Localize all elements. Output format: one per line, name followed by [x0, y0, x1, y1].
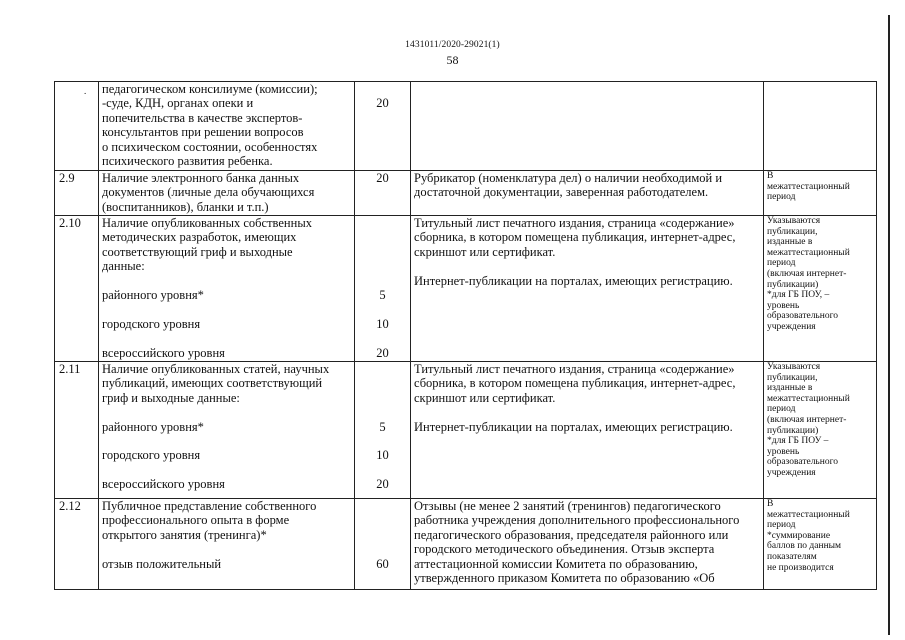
evidence-extra: Интернет-публикации на порталах, имеющих регистрацию.: [414, 273, 733, 288]
indicator-line: данные:: [102, 259, 145, 274]
note-line: изданные в: [767, 237, 813, 248]
points-value: 60: [376, 556, 389, 571]
evidence-cell: [411, 82, 764, 171]
note-line: В: [767, 171, 774, 181]
note-line: уровень: [767, 300, 800, 311]
level-label: городского уровня: [102, 316, 201, 331]
table-row: [55, 216, 877, 362]
note-line: публикации,: [767, 372, 818, 383]
indicator-cell: [99, 171, 355, 216]
note-line: публикации): [767, 279, 819, 290]
note-line: Указываются: [767, 216, 821, 226]
evidence-line: работника учреждения дополнительного профессионального: [414, 513, 740, 528]
criteria-table: [54, 81, 877, 590]
evidence-line: Титульный лист печатного издания, страница «содержание»: [414, 216, 735, 230]
table-row: [55, 82, 877, 171]
points-value: 20: [376, 477, 389, 492]
note-line: публикации,: [767, 226, 818, 237]
level-label: районного уровня*: [102, 288, 204, 303]
level-label: всероссийского уровня: [102, 477, 225, 492]
item-number: [55, 82, 99, 171]
note-line: *для ГБ ПОУ –: [767, 436, 829, 447]
note-cell: [764, 362, 877, 499]
level-label: отзыв положительный: [102, 556, 222, 571]
points-value: 20: [376, 345, 389, 360]
points-value: 20: [376, 96, 389, 111]
indicator-cell: [99, 362, 355, 499]
indicator-line: Наличие опубликованных статей, научных: [102, 362, 330, 376]
scan-edge-rule: [888, 15, 890, 635]
table-row: [55, 362, 877, 499]
evidence-line: скриншот или сертификат.: [414, 244, 556, 259]
table-row: [55, 171, 877, 216]
indicator-line: консультантов при решении вопросов: [102, 125, 304, 140]
evidence-line: сборника, в котором помещена публикация, интернет-адрес,: [414, 376, 736, 391]
item-number: 2.10: [55, 216, 99, 362]
note-line: период: [767, 258, 796, 269]
note-line: период: [767, 192, 796, 203]
note-cell: [764, 171, 877, 216]
note-line: межаттестационный: [767, 393, 850, 404]
points-value: 10: [376, 316, 389, 331]
evidence-line: достаточной документации, заверенная работодателем.: [414, 185, 709, 200]
indicator-line: соответствующий гриф и выходные: [102, 244, 293, 259]
points-value: 5: [379, 287, 386, 302]
stray-mark: .: [84, 86, 87, 96]
note-line: (включая интернет-: [767, 414, 847, 425]
evidence-line: городского методического объединения. Отзыв эксперта: [414, 542, 715, 557]
evidence-cell: [411, 216, 764, 362]
evidence-line: Титульный лист печатного издания, страница «содержание»: [414, 362, 735, 376]
evidence-line: сборника, в котором помещена публикация, интернет-адрес,: [414, 230, 736, 245]
level-label: всероссийского уровня: [102, 345, 225, 360]
note-line: межаттестационный: [767, 181, 850, 192]
indicator-line: -суде, КДН, органах опеки и: [102, 96, 254, 111]
note-line: период: [767, 404, 796, 415]
indicator-cell: [99, 216, 355, 362]
indicator-line: педагогическом консилиуме (комиссии);: [102, 82, 318, 96]
evidence-line: Рубрикатор (номенклатура дел) о наличии необходимой и: [414, 171, 723, 185]
note-line: (включая интернет-: [767, 268, 847, 279]
evidence-extra: Интернет-публикации на порталах, имеющих регистрацию.: [414, 419, 733, 434]
evidence-line: Отзывы (не менее 2 занятий (тренингов) педагогического: [414, 499, 721, 513]
note-line: баллов по данным: [767, 541, 842, 552]
indicator-line: Наличие электронного банка данных: [102, 171, 300, 185]
note-line: учреждения: [767, 321, 816, 332]
item-number: 2.9: [55, 171, 99, 216]
indicator-cell: [99, 499, 355, 590]
indicator-line: гриф и выходные данные:: [102, 390, 240, 405]
points-value: 10: [376, 448, 389, 463]
item-number: 2.12: [55, 499, 99, 590]
item-number: 2.11: [55, 362, 99, 499]
indicator-line: профессионального опыта в форме: [102, 513, 290, 528]
indicator-line: о психическом состоянии, особенностях: [102, 139, 318, 154]
evidence-line: педагогического образования, председателя районного или: [414, 527, 729, 542]
evidence-line: аттестационной комиссии Комитета по образованию,: [414, 556, 698, 571]
indicator-line: Наличие опубликованных собственных: [102, 216, 312, 230]
note-line: образовательного: [767, 311, 839, 322]
indicator-line: методических разработок, имеющих: [102, 230, 297, 245]
points-value: 20: [355, 171, 411, 216]
indicator-line: публикаций, имеющих соответствующий: [102, 376, 323, 391]
note-line: В: [767, 499, 774, 509]
points-cell: [355, 216, 411, 362]
evidence-cell: [411, 499, 764, 590]
level-label: районного уровня*: [102, 419, 204, 434]
table-row: [55, 499, 877, 590]
points-value: 5: [379, 419, 386, 434]
indicator-cell: [99, 82, 355, 171]
note-line: межаттестационный: [767, 509, 850, 520]
note-line: *суммирование: [767, 530, 831, 541]
points-cell: [355, 82, 411, 171]
note-line: уровень: [767, 446, 800, 457]
note-line: учреждения: [767, 467, 816, 478]
note-line: не производится: [767, 562, 834, 573]
evidence-line: скриншот или сертификат.: [414, 390, 556, 405]
note-cell: [764, 216, 877, 362]
note-line: Указываются: [767, 362, 821, 372]
note-line: изданные в: [767, 383, 813, 394]
indicator-line: попечительства в качестве экспертов-: [102, 110, 303, 125]
note-line: публикации): [767, 425, 819, 436]
points-cell: [355, 362, 411, 499]
document-id: 1431011/2020-29021(1): [405, 40, 500, 50]
note-line: образовательного: [767, 457, 839, 468]
note-line: показателям: [767, 551, 817, 562]
page-number: 58: [446, 53, 459, 67]
indicator-line: (воспитанников), бланки и т.п.): [102, 199, 269, 214]
note-line: межаттестационный: [767, 247, 850, 258]
indicator-line: Публичное представление собственного: [102, 499, 317, 513]
note-cell: [764, 499, 877, 590]
indicator-line: психического развития ребенка.: [102, 154, 273, 169]
indicator-line: документов (личные дела обучающихся: [102, 185, 315, 200]
note-line: *для ГБ ПОУ, –: [767, 290, 830, 301]
note-line: период: [767, 520, 796, 531]
level-label: городского уровня: [102, 448, 201, 463]
indicator-line: открытого занятия (тренинга)*: [102, 527, 267, 542]
note-cell: [764, 82, 877, 171]
evidence-line: утвержденного приказом Комитета по образованию «Об: [414, 571, 715, 586]
evidence-cell: [411, 171, 764, 216]
evidence-cell: [411, 362, 764, 499]
points-cell: [355, 499, 411, 590]
